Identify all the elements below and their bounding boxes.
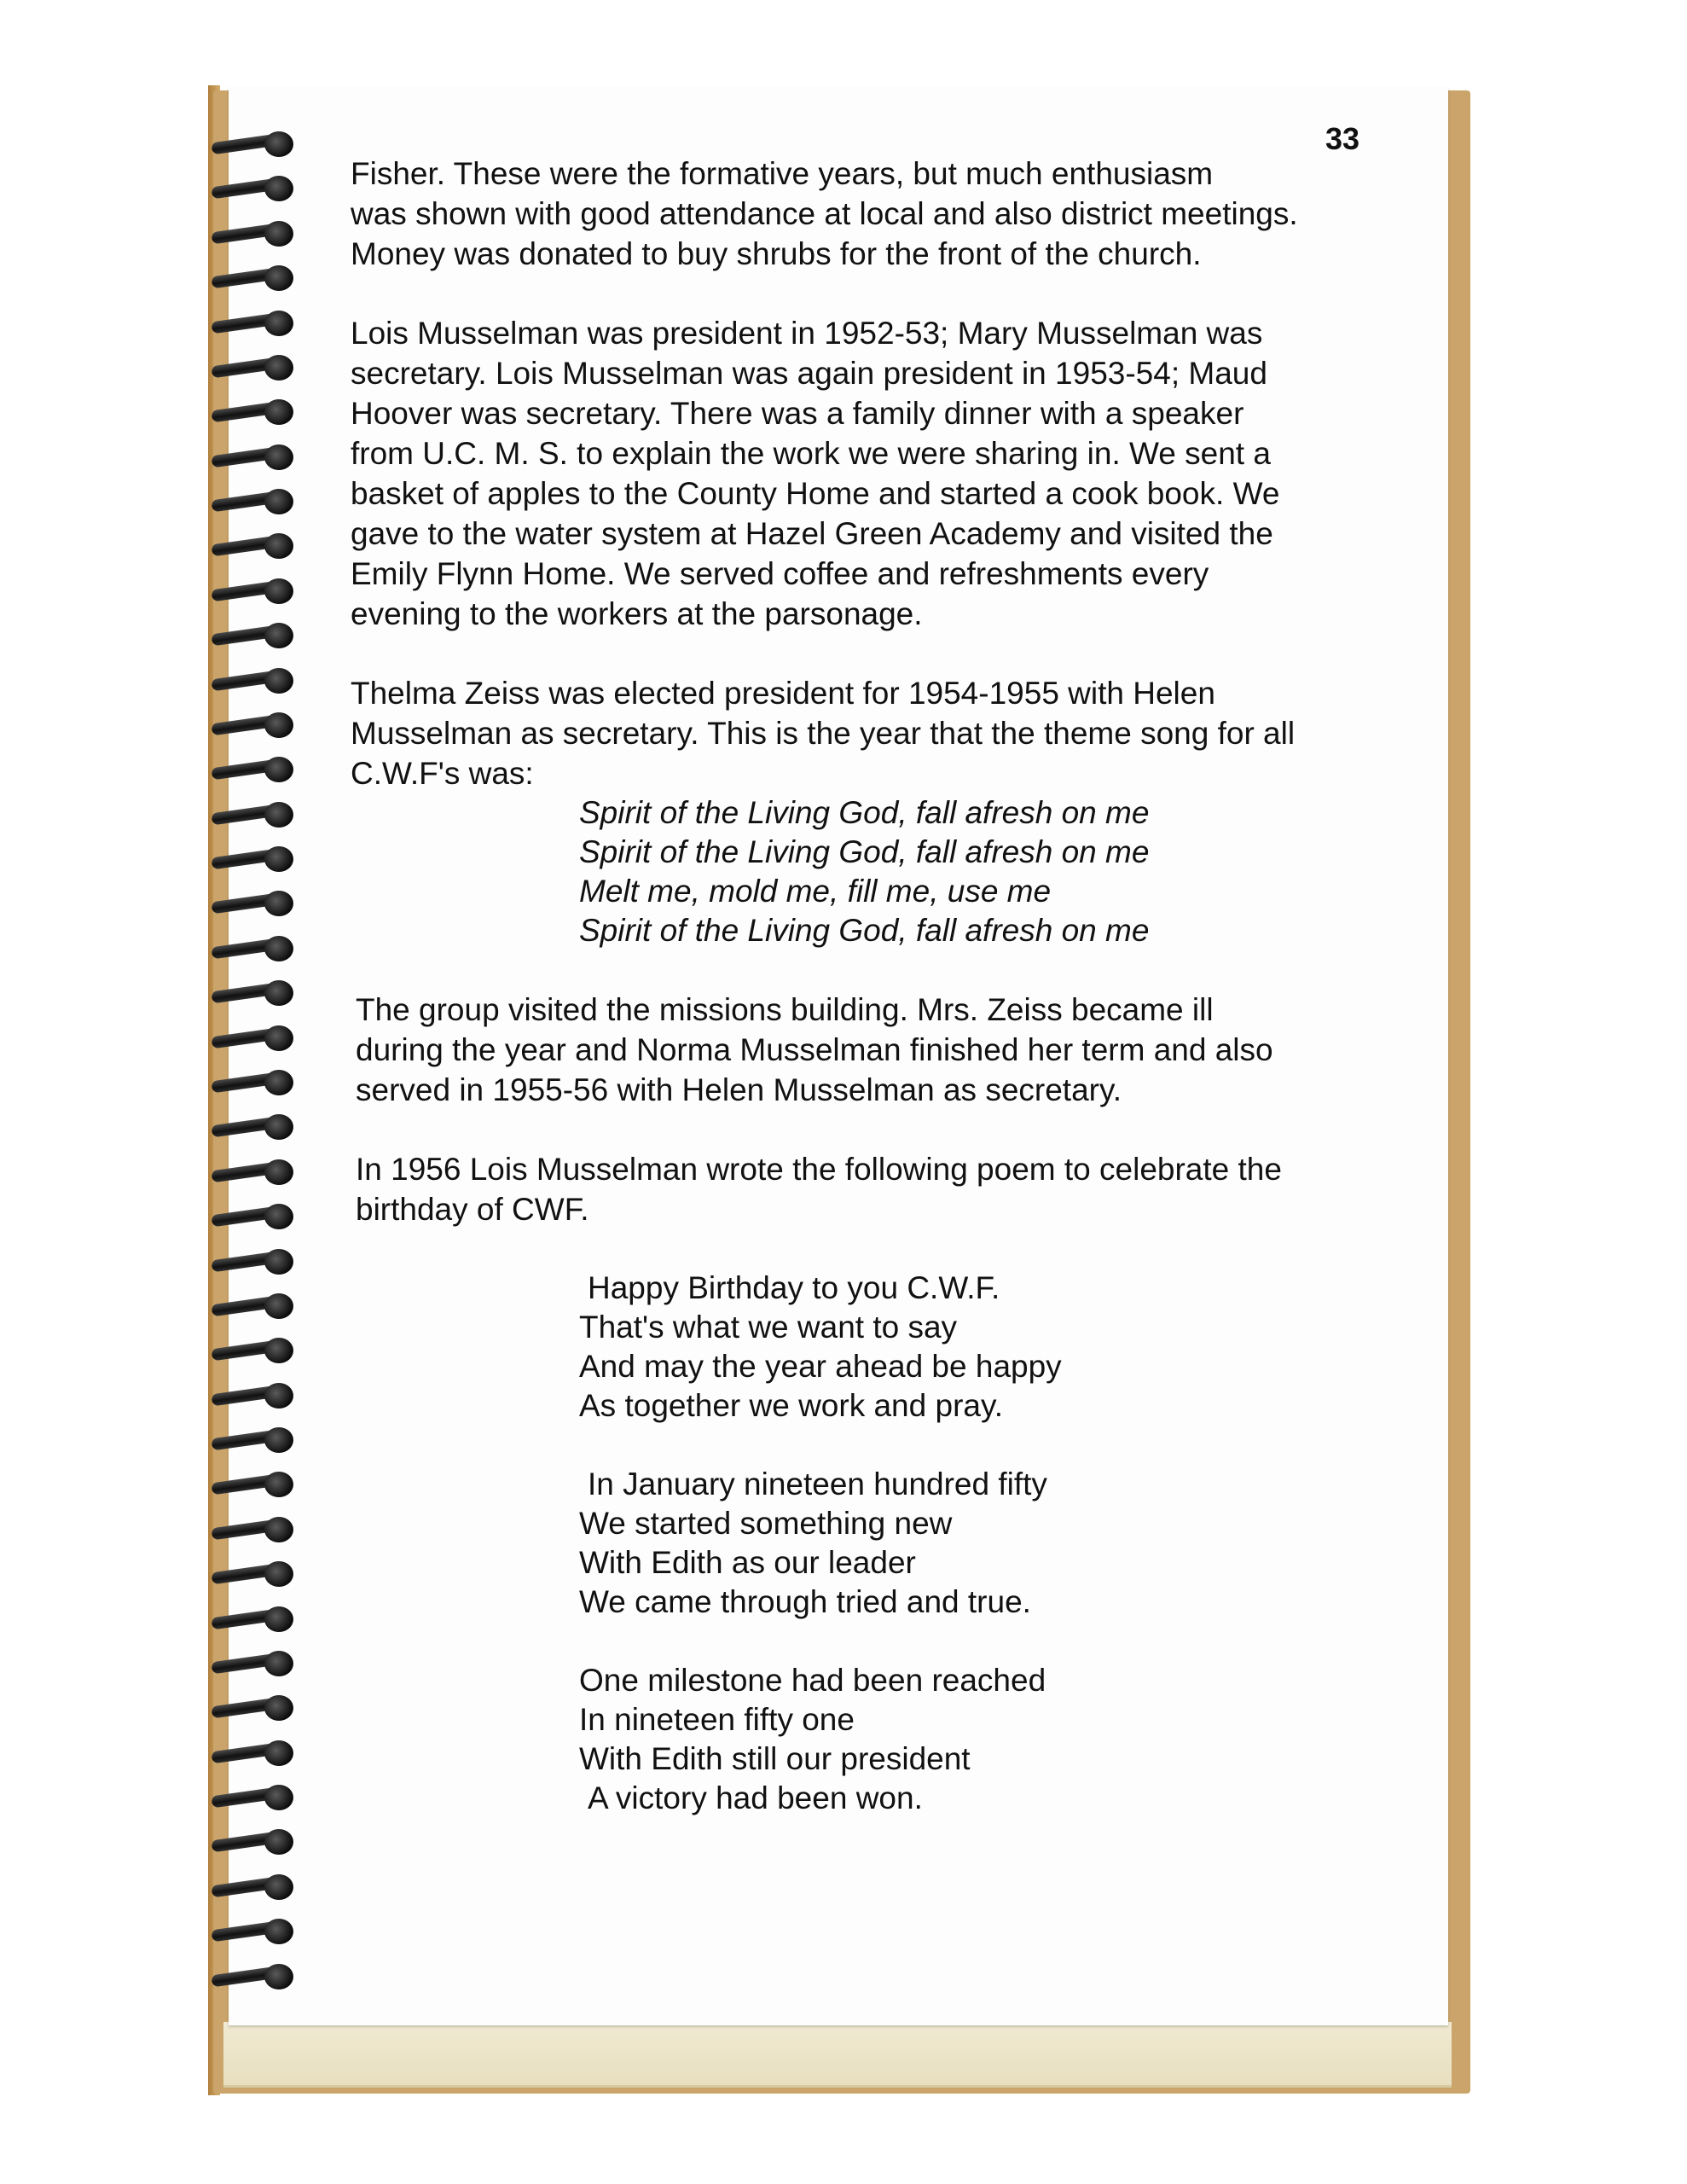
text-line: Emily Flynn Home. We served coffee and refreshments every [351, 556, 1209, 591]
poem-line: That's what we want to say [579, 1310, 958, 1345]
poem-stanza [579, 1661, 1400, 1818]
text-line: C.W.F's was: [351, 756, 534, 791]
spiral-coil [208, 797, 300, 834]
poem-line: One milestone had been reached [579, 1663, 1046, 1698]
paragraph-poem-intro [351, 1149, 1400, 1229]
poem-line: We started something new [579, 1506, 953, 1541]
spiral-coil [208, 439, 300, 477]
spiral-coil [208, 663, 300, 700]
text-line: Lois Musselman was president in 1952-53; Mary Musselman was [351, 316, 1263, 351]
poem-line: Happy Birthday to you C.W.F. [588, 1270, 1000, 1305]
text-line: In 1956 Lois Musselman wrote the following poem to celebrate the [356, 1152, 1282, 1187]
spiral-coil [208, 1780, 300, 1817]
poem-line: With Edith still our president [579, 1741, 971, 1776]
spiral-coil [208, 1199, 300, 1236]
text-line: from U.C. M. S. to explain the work we were sharing in. We sent a [351, 436, 1271, 471]
spiral-coil [208, 1512, 300, 1549]
text-line: basket of apples to the County Home and started a cook book. We [351, 476, 1280, 511]
spiral-coil [208, 171, 300, 208]
spiral-coil [208, 752, 300, 789]
poem-stanza [579, 1269, 1400, 1426]
page-number: 33 [1325, 121, 1359, 156]
spiral-coil [208, 1154, 300, 1192]
spiral-coil [208, 1914, 300, 1951]
spiral-coil [208, 1065, 300, 1102]
spiral-coil [208, 931, 300, 968]
paragraph-formative-years [351, 154, 1400, 274]
text-line: during the year and Norma Musselman finished her term and also [356, 1032, 1273, 1067]
spiral-coil [208, 1244, 300, 1281]
text-line: evening to the workers at the parsonage. [351, 596, 923, 631]
spiral-coil [208, 216, 300, 253]
birthday-poem [579, 1269, 1400, 1818]
spiral-binding [208, 126, 310, 2020]
text-line: birthday of CWF. [356, 1192, 589, 1227]
spiral-coil [208, 573, 300, 611]
spiral-coil [208, 260, 300, 298]
spiral-coil [208, 126, 300, 164]
poem-line: We came through tried and true. [579, 1584, 1031, 1619]
poem-line: As together we work and pray. [579, 1388, 1004, 1423]
poem-line: And may the year ahead be happy [579, 1349, 1062, 1384]
spiral-coil [208, 484, 300, 521]
page-text [351, 154, 1400, 1857]
underlying-pages [223, 2022, 1452, 2088]
spiral-coil [208, 841, 300, 879]
spiral-coil [208, 1422, 300, 1460]
spiral-coil [208, 528, 300, 566]
text-line: was shown with good attendance at local and also district meetings. [351, 196, 1298, 231]
theme-song [579, 793, 1400, 950]
text-line: Money was donated to buy shrubs for the front of the church. [351, 236, 1202, 271]
text-line: served in 1955-56 with Helen Musselman as secretary. [356, 1072, 1122, 1107]
spiral-coil [208, 1333, 300, 1370]
spiral-coil [208, 394, 300, 432]
text-line: The group visited the missions building. Mrs. Zeiss became ill [356, 992, 1214, 1027]
spiral-coil [208, 707, 300, 745]
poem-line: A victory had been won. [588, 1780, 923, 1815]
spiral-coil [208, 1690, 300, 1728]
spiral-coil [208, 1020, 300, 1058]
text-line: gave to the water system at Hazel Green Academy and visited the [351, 516, 1273, 551]
paragraph-missions-building [351, 990, 1400, 1110]
song-line: Melt me, mold me, fill me, use me [579, 874, 1052, 909]
spiral-coil [208, 886, 300, 923]
text-line: secretary. Lois Musselman was again president in 1953-54; Maud [351, 356, 1267, 391]
song-line: Spirit of the Living God, fall afresh on me [579, 795, 1150, 830]
song-line: Spirit of the Living God, fall afresh on me [579, 834, 1150, 869]
spiral-coil [208, 1869, 300, 1907]
spiral-coil [208, 1735, 300, 1773]
spiral-coil [208, 975, 300, 1013]
spiral-coil [208, 305, 300, 343]
page [229, 87, 1448, 2025]
text-line: Hoover was secretary. There was a family dinner with a speaker [351, 396, 1244, 431]
poem-stanza [579, 1465, 1400, 1622]
spiral-coil [208, 1288, 300, 1326]
spiral-coil [208, 1109, 300, 1147]
spiral-notebook [208, 85, 1470, 2095]
spiral-coil [208, 1467, 300, 1504]
spiral-coil [208, 1824, 300, 1862]
spiral-coil [208, 350, 300, 387]
paragraph-1952-54 [351, 313, 1400, 634]
paragraph-1954-55 [351, 673, 1400, 793]
text-line: Musselman as secretary. This is the year that the theme song for all [351, 716, 1296, 751]
spiral-coil [208, 1601, 300, 1639]
song-line: Spirit of the Living God, fall afresh on me [579, 913, 1150, 948]
text-line: Fisher. These were the formative years, but much enthusiasm [351, 156, 1214, 191]
spiral-coil [208, 1556, 300, 1594]
spiral-coil [208, 1959, 300, 1996]
spiral-coil [208, 618, 300, 655]
spiral-coil [208, 1378, 300, 1415]
spiral-coil [208, 1646, 300, 1683]
text-line: Thelma Zeiss was elected president for 1954-1955 with Helen [351, 676, 1215, 711]
poem-line: In January nineteen hundred fifty [588, 1467, 1047, 1502]
poem-line: In nineteen fifty one [579, 1702, 855, 1737]
poem-line: With Edith as our leader [579, 1545, 916, 1580]
